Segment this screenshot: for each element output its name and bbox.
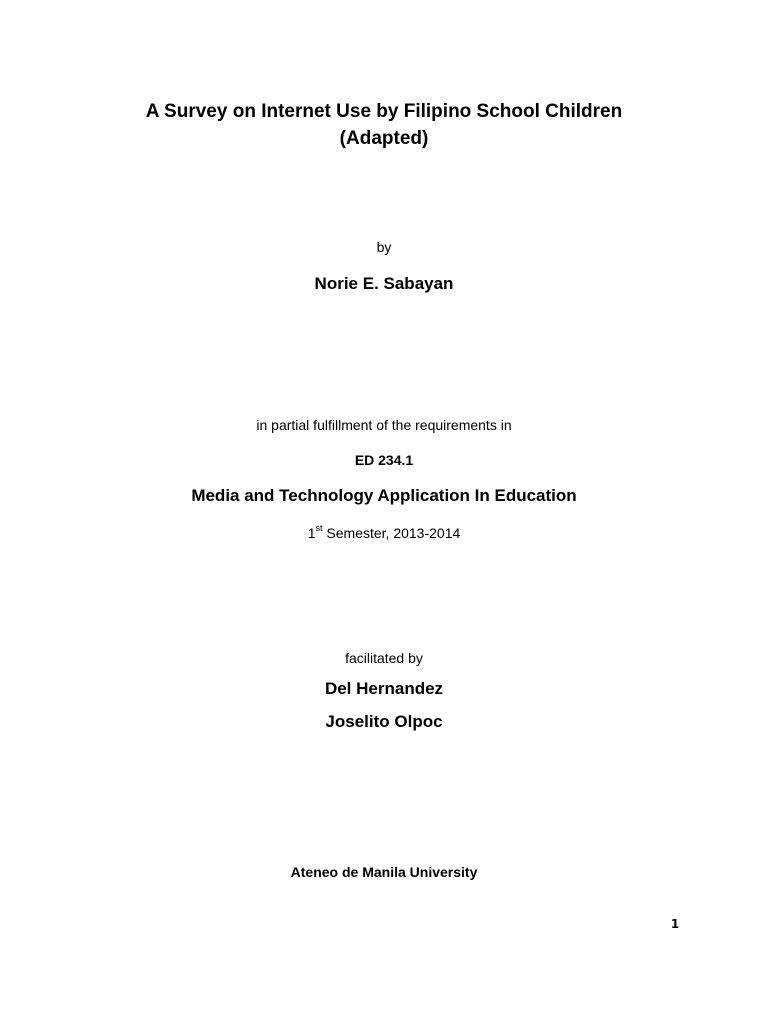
university-name: Ateneo de Manila University: [290, 864, 478, 880]
by-label: by: [376, 239, 392, 255]
fulfillment-text: in partial fulfillment of the requirements in: [256, 417, 512, 433]
title-line-2: (Adapted): [339, 128, 429, 149]
course-name: Media and Technology Application In Education: [191, 486, 577, 505]
facilitator-name: Joselito Olpoc: [325, 712, 443, 731]
facilitator-name: Del Hernandez: [324, 679, 444, 698]
title-line-1: A Survey on Internet Use by Filipino School Children: [145, 101, 623, 122]
page-number: 1: [670, 917, 680, 931]
semester-line: [0, 523, 768, 541]
course-code: ED 234.1: [354, 452, 414, 468]
semester-number: 1: [307, 525, 316, 541]
semester-superscript: st: [315, 523, 323, 533]
author-name: Norie E. Sabayan: [314, 274, 454, 293]
facilitated-label: facilitated by: [345, 650, 423, 666]
semester-text: Semester, 2013-2014: [322, 525, 461, 541]
